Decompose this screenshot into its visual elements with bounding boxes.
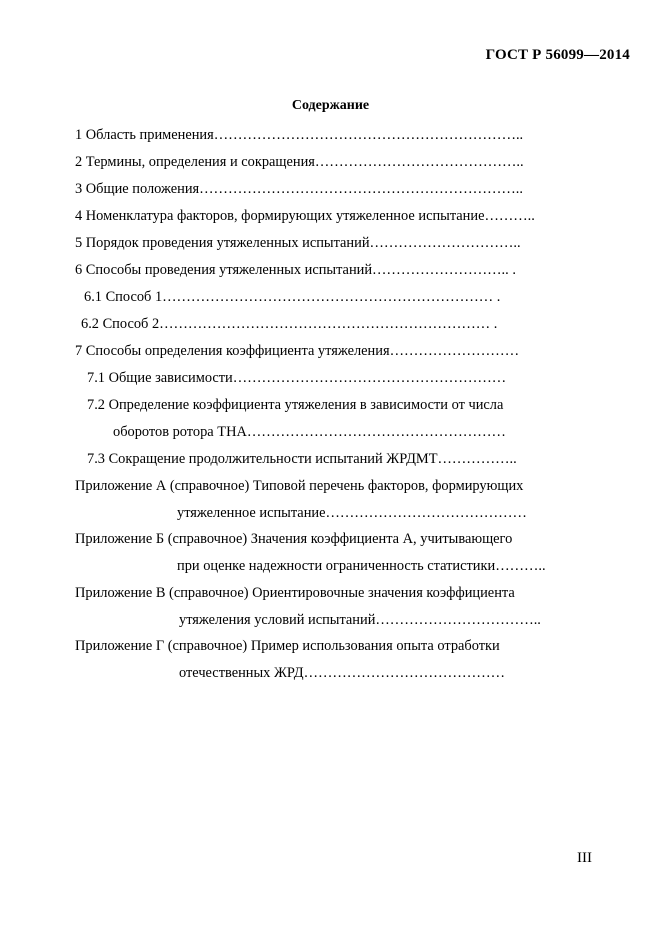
toc-entry-4: 4 Номенклатура факторов, формирующих утяжеленное испытание……….. (75, 208, 535, 224)
toc-entry-6-2: 6.2 Способ 2…………………………………………………………… . (81, 316, 498, 332)
toc-entry-6: 6 Способы проведения утяжеленных испытаний……………………….. . (75, 262, 516, 278)
toc-appendix-v: Приложение В (справочное) Ориентировочные значения коэффициента (75, 585, 515, 601)
toc-appendix-g: Приложение Г (справочное) Пример использования опыта отработки (75, 638, 500, 654)
toc-entry-7-2-cont: оборотов ротора ТНА……………………………………………… (113, 424, 506, 440)
toc-entry-7-2: 7.2 Определение коэффициента утяжеления в зависимости от числа (87, 397, 504, 413)
toc-entry-2: 2 Термины, определения и сокращения…………………………………….. (75, 154, 524, 170)
document-code: ГОСТ Р 56099—2014 (485, 47, 630, 63)
toc-appendix-v-cont: утяжеления условий испытаний…………………………….. (179, 612, 541, 628)
toc-appendix-b-cont: при оценке надежности ограниченность статистики……….. (177, 558, 546, 574)
toc-entry-3: 3 Общие положения………………………………………………………….. (75, 181, 523, 197)
toc-entry-1: 1 Область применения……………………………………………………….. (75, 127, 524, 143)
toc-entry-5: 5 Порядок проведения утяжеленных испытаний………………………….. (75, 235, 521, 251)
toc-appendix-a-cont: утяжеленное испытание…………………………………… (177, 505, 527, 521)
toc-appendix-b: Приложение Б (справочное) Значения коэффициента А, учитывающего (75, 531, 513, 547)
toc-entry-7-1: 7.1 Общие зависимости………………………………………………… (87, 370, 507, 386)
toc-entry-6-1: 6.1 Способ 1…………………………………………………………… . (84, 289, 501, 305)
page-number: III (577, 850, 592, 866)
toc-appendix-g-cont: отечественных ЖРД…………………………………… (179, 665, 506, 681)
toc-entry-7: 7 Способы определения коэффициента утяжеления……………………… (75, 343, 520, 359)
toc-title: Содержание (291, 98, 370, 113)
toc-appendix-a: Приложение А (справочное) Типовой перечень факторов, формирующих (75, 478, 524, 494)
toc-entry-7-3: 7.3 Сокращение продолжительности испытаний ЖРДМТ…………….. (87, 451, 517, 467)
